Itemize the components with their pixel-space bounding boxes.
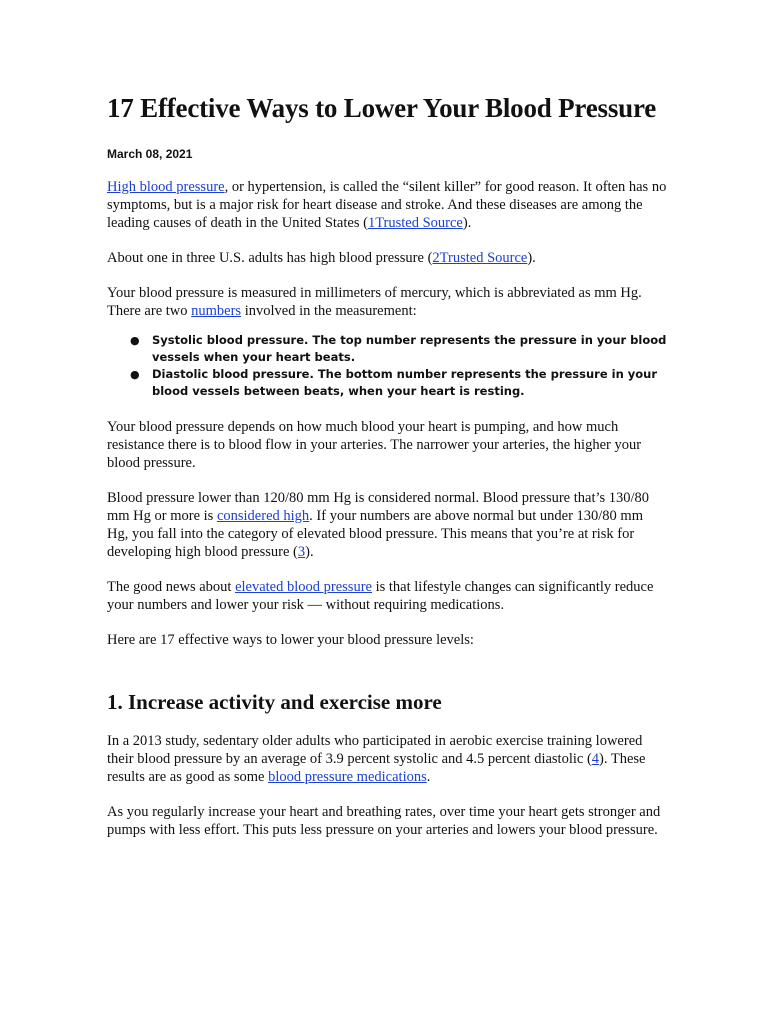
measurement-paragraph — [107, 284, 667, 320]
section-1-heading: 1. Increase activity and exercise more — [107, 690, 442, 714]
intro-text: , or hypertension, is called the “silent killer” for good reason. It often has no symptoms, but is a major risk for heart disease and stroke. And these diseases are among the leading causes of death in the United States ( — [107, 179, 667, 231]
systolic-description: The top number represents the pressure in your blood vessels when your heart beats. — [152, 333, 667, 364]
diastolic-description: The bottom number represents the pressure in your blood vessels between beats, when your heart is resting. — [152, 367, 658, 398]
ranges-paragraph — [107, 489, 667, 561]
list-item-systolic — [107, 332, 667, 366]
systolic-term: Systolic blood pressure. — [152, 333, 309, 347]
diastolic-term: Diastolic blood pressure. — [152, 367, 314, 381]
numbers-link[interactable]: numbers — [191, 303, 242, 319]
measurement-list — [107, 332, 667, 400]
list-item-diastolic — [107, 366, 667, 400]
elevated-blood-pressure-link[interactable]: elevated blood pressure — [235, 579, 372, 595]
source-3-link[interactable]: 3 — [297, 544, 306, 560]
blood-flow-paragraph: Your blood pressure depends on how much blood your heart is pumping, and how much resistance there is to blood flow in your arteries. The narrower your arteries, the higher your blood pressure. — [107, 419, 642, 471]
intro-paragraph — [107, 178, 667, 232]
prevalence-paragraph — [107, 249, 667, 267]
study-text-middle: ). These results are as good as some — [107, 751, 646, 785]
source-4-link[interactable]: 4 — [591, 751, 600, 767]
intro-text-end: ). — [462, 215, 472, 231]
good-news-text: The good news about — [107, 579, 236, 595]
publish-date: March 08, 2021 — [107, 147, 193, 161]
ranges-text-middle: . If your numbers are above normal but under 130/80 mm Hg, you fall into the category of elevated blood pressure. This means that you’re at risk for developing high blood pressure ( — [107, 508, 643, 560]
ranges-text-end: ). — [305, 544, 314, 560]
article — [107, 91, 667, 839]
study-text: In a 2013 study, sedentary older adults who participated in aerobic exercise training lowered their blood pressure by an average of 3.9 percent systolic and 4.5 percent diastolic ( — [107, 733, 643, 767]
ranges-text: Blood pressure lower than 120/80 mm Hg is considered normal. Blood pressure that’s 130/80 mm Hg or more is — [107, 490, 650, 524]
study-text-end: . — [426, 769, 431, 785]
heart-rate-paragraph: As you regularly increase your heart and breathing rates, over time your heart gets stronger and pumps with less effort. This puts less pressure on your arteries and lowers your blood pressure. — [107, 804, 661, 838]
prevalence-text: About one in three U.S. adults has high blood pressure ( — [107, 250, 433, 266]
measurement-text-end: involved in the measurement: — [241, 303, 417, 319]
good-news-text-end: is that lifestyle changes can significantly reduce your numbers and lower your risk — without requiring medications. — [107, 579, 654, 613]
study-paragraph — [107, 732, 667, 786]
good-news-paragraph — [107, 578, 667, 614]
source-2-link[interactable]: 2Trusted Source — [432, 250, 528, 266]
prevalence-text-end: ). — [527, 250, 536, 266]
considered-high-link[interactable]: considered high — [216, 508, 310, 524]
bullet-icon: ● — [130, 334, 140, 347]
high-blood-pressure-link[interactable]: High blood pressure — [107, 179, 225, 195]
bullet-icon: ● — [130, 368, 140, 381]
measurement-text: Your blood pressure is measured in millimeters of mercury, which is abbreviated as mm Hg. There are two — [107, 285, 642, 319]
source-1-link[interactable]: 1Trusted Source — [367, 215, 463, 231]
list-intro-paragraph: Here are 17 effective ways to lower your blood pressure levels: — [107, 632, 474, 648]
article-title: 17 Effective Ways to Lower Your Blood Pressure — [107, 93, 657, 123]
blood-pressure-medications-link[interactable]: blood pressure medications — [268, 769, 427, 785]
